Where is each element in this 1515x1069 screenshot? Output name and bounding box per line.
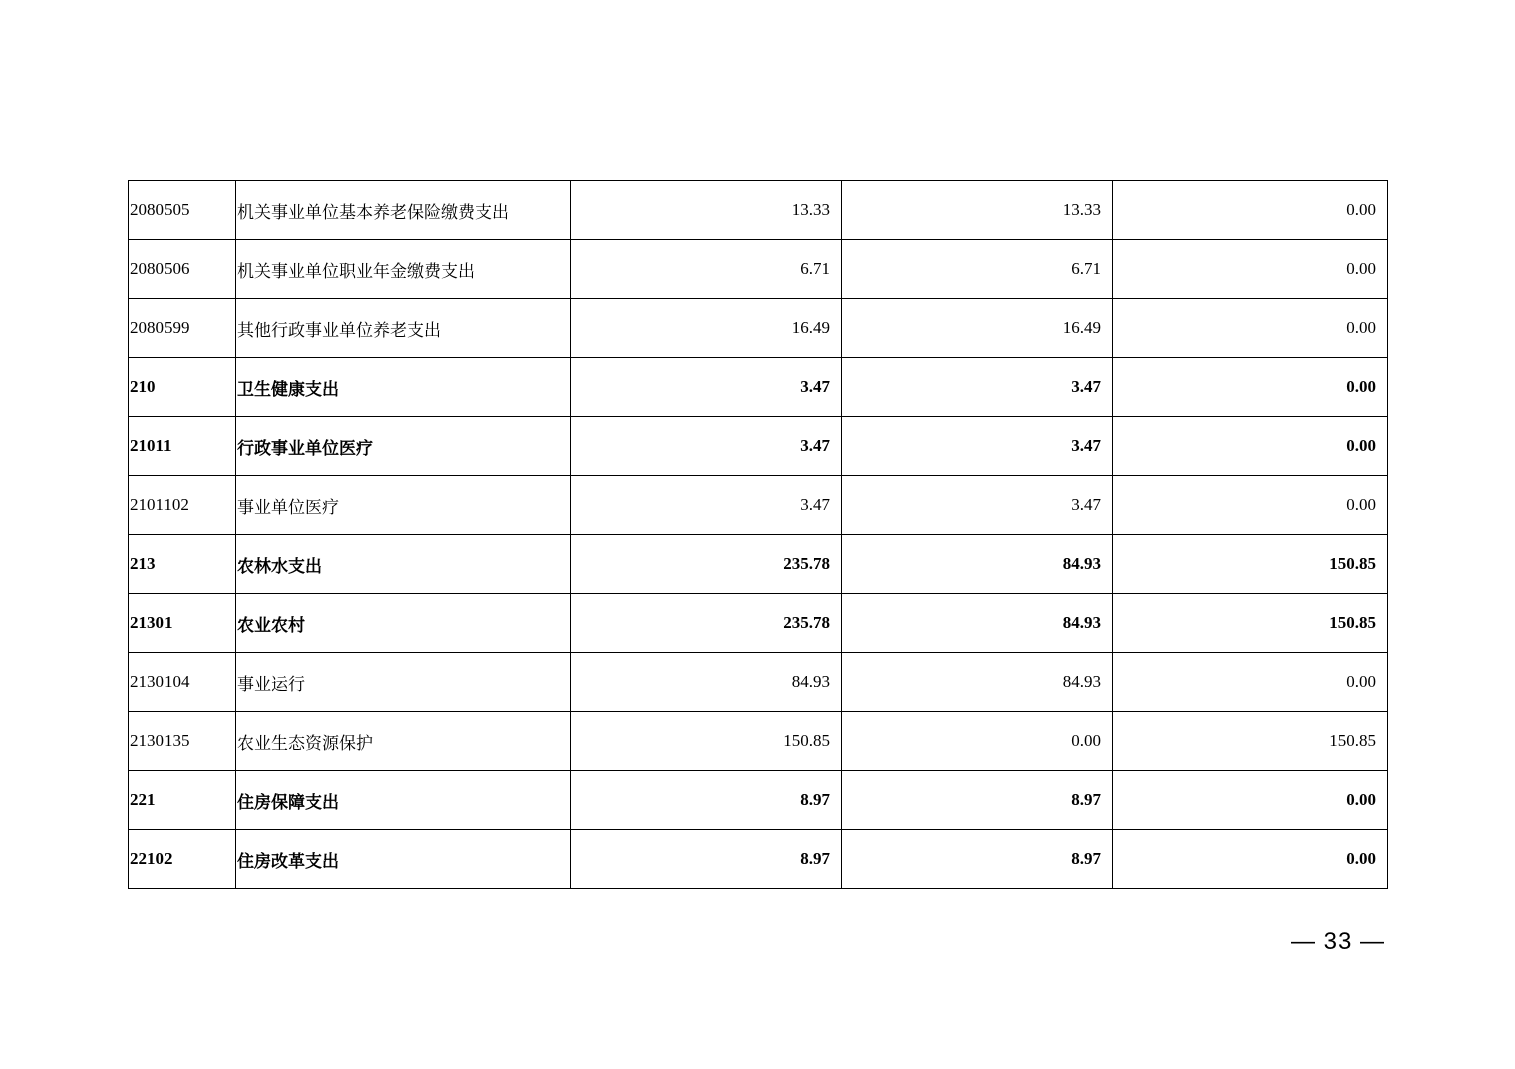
project-expenditure-cell: 0.00 <box>1113 417 1388 476</box>
account-code-cell: 2101102 <box>129 476 236 535</box>
project-expenditure-cell: 150.85 <box>1113 712 1388 771</box>
account-code-cell: 210 <box>129 358 236 417</box>
account-code-cell: 2080506 <box>129 240 236 299</box>
basic-expenditure-cell: 84.93 <box>842 535 1113 594</box>
project-expenditure-cell: 0.00 <box>1113 830 1388 889</box>
account-name-cell: 农林水支出 <box>236 535 571 594</box>
account-code-cell: 221 <box>129 771 236 830</box>
total-amount-cell: 3.47 <box>571 358 842 417</box>
table-row <box>129 771 1388 830</box>
basic-expenditure-cell: 84.93 <box>842 653 1113 712</box>
project-expenditure-cell: 0.00 <box>1113 299 1388 358</box>
basic-expenditure-cell: 13.33 <box>842 181 1113 240</box>
project-expenditure-cell: 150.85 <box>1113 535 1388 594</box>
table-row <box>129 535 1388 594</box>
account-name-cell: 行政事业单位医疗 <box>236 417 571 476</box>
project-expenditure-cell: 0.00 <box>1113 653 1388 712</box>
total-amount-cell: 8.97 <box>571 771 842 830</box>
page-number: — 33 — <box>1290 928 1385 955</box>
account-code-cell: 2130104 <box>129 653 236 712</box>
project-expenditure-cell: 150.85 <box>1113 594 1388 653</box>
account-name-cell: 机关事业单位职业年金缴费支出 <box>236 240 571 299</box>
budget-expenditure-table <box>128 180 1388 889</box>
project-expenditure-cell: 0.00 <box>1113 181 1388 240</box>
account-name-cell: 农业农村 <box>236 594 571 653</box>
basic-expenditure-cell: 16.49 <box>842 299 1113 358</box>
table-row <box>129 712 1388 771</box>
account-name-cell: 农业生态资源保护 <box>236 712 571 771</box>
total-amount-cell: 16.49 <box>571 299 842 358</box>
total-amount-cell: 84.93 <box>571 653 842 712</box>
basic-expenditure-cell: 3.47 <box>842 417 1113 476</box>
total-amount-cell: 6.71 <box>571 240 842 299</box>
account-code-cell: 22102 <box>129 830 236 889</box>
total-amount-cell: 235.78 <box>571 535 842 594</box>
account-code-cell: 2080505 <box>129 181 236 240</box>
total-amount-cell: 150.85 <box>571 712 842 771</box>
account-name-cell: 事业单位医疗 <box>236 476 571 535</box>
project-expenditure-cell: 0.00 <box>1113 476 1388 535</box>
account-name-cell: 事业运行 <box>236 653 571 712</box>
account-name-cell: 卫生健康支出 <box>236 358 571 417</box>
total-amount-cell: 13.33 <box>571 181 842 240</box>
account-code-cell: 2130135 <box>129 712 236 771</box>
account-name-cell: 机关事业单位基本养老保险缴费支出 <box>236 181 571 240</box>
basic-expenditure-cell: 8.97 <box>842 771 1113 830</box>
account-code-cell: 2080599 <box>129 299 236 358</box>
basic-expenditure-cell: 8.97 <box>842 830 1113 889</box>
project-expenditure-cell: 0.00 <box>1113 240 1388 299</box>
account-code-cell: 21011 <box>129 417 236 476</box>
project-expenditure-cell: 0.00 <box>1113 358 1388 417</box>
account-code-cell: 21301 <box>129 594 236 653</box>
table-row <box>129 181 1388 240</box>
account-name-cell: 住房保障支出 <box>236 771 571 830</box>
table-row <box>129 653 1388 712</box>
table-row <box>129 830 1388 889</box>
total-amount-cell: 235.78 <box>571 594 842 653</box>
account-name-cell: 其他行政事业单位养老支出 <box>236 299 571 358</box>
total-amount-cell: 8.97 <box>571 830 842 889</box>
project-expenditure-cell: 0.00 <box>1113 771 1388 830</box>
basic-expenditure-cell: 84.93 <box>842 594 1113 653</box>
table-row <box>129 417 1388 476</box>
table-row <box>129 240 1388 299</box>
table-body <box>129 181 1388 889</box>
total-amount-cell: 3.47 <box>571 417 842 476</box>
table-row <box>129 476 1388 535</box>
basic-expenditure-cell: 3.47 <box>842 358 1113 417</box>
basic-expenditure-cell: 3.47 <box>842 476 1113 535</box>
basic-expenditure-cell: 6.71 <box>842 240 1113 299</box>
table-row <box>129 594 1388 653</box>
account-name-cell: 住房改革支出 <box>236 830 571 889</box>
account-code-cell: 213 <box>129 535 236 594</box>
table-row <box>129 299 1388 358</box>
basic-expenditure-cell: 0.00 <box>842 712 1113 771</box>
table-row <box>129 358 1388 417</box>
total-amount-cell: 3.47 <box>571 476 842 535</box>
